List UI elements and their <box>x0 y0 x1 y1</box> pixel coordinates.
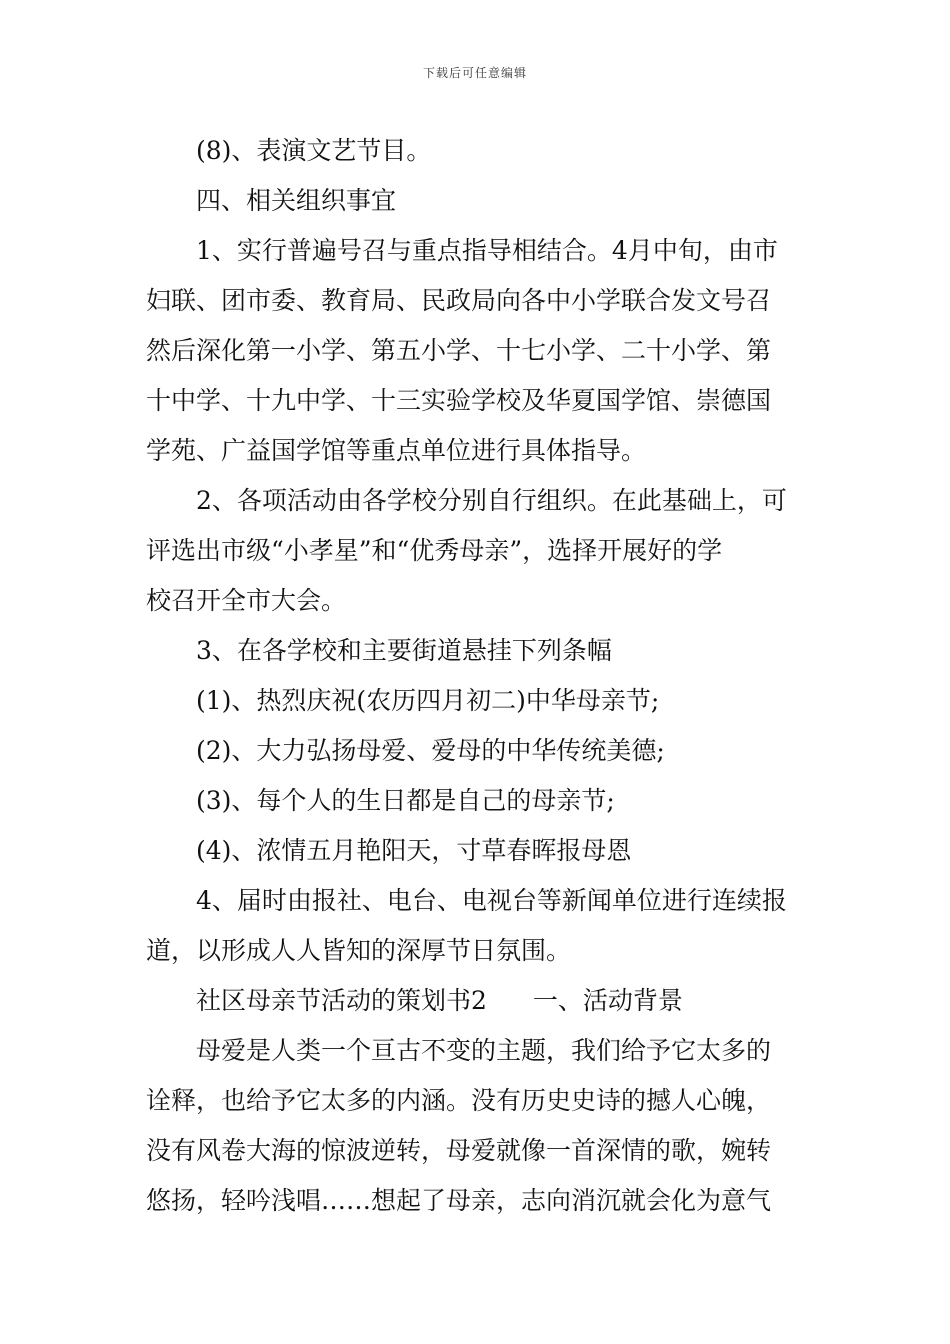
section-heading: 四、相关组织事宜 <box>196 186 397 215</box>
banner-item: (3)、每个人的生日都是自己的母亲节; <box>196 786 615 815</box>
banner-item: (1)、热烈庆祝(农历四月初二)中华母亲节; <box>196 686 660 715</box>
paragraph-line: 妇联、团市委、教育局、民政局向各中小学联合发文号召 <box>146 286 772 315</box>
paragraph-line: 没有风卷大海的惊波逆转，母爱就像一首深情的歌，婉转 <box>146 1136 772 1165</box>
paragraph-line: 学苑、广益国学馆等重点单位进行具体指导。 <box>146 436 647 465</box>
paragraph-line: 十中学、十九中学、十三实验学校及华夏国学馆、崇德国 <box>146 386 772 415</box>
paragraph-line: 1、实行普遍号召与重点指导相结合。4月中旬，由市 <box>196 236 778 265</box>
paragraph-line: 3、在各学校和主要街道悬挂下列条幅 <box>196 636 612 665</box>
section2-heading <box>146 976 811 1026</box>
paragraph-line: 悠扬，轻吟浅唱……想起了母亲，志向消沉就会化为意气 <box>146 1186 772 1215</box>
document-body <box>146 126 811 1226</box>
paragraph-line: 然后深化第一小学、第五小学、十七小学、二十小学、第 <box>146 336 772 365</box>
paragraph-line: 母爱是人类一个亘古不变的主题，我们给予它太多的 <box>196 1036 772 1065</box>
paragraph-line: 4、届时由报社、电台、电视台等新闻单位进行连续报 <box>196 886 787 915</box>
paragraph-line: (8)、表演文艺节目。 <box>196 136 432 165</box>
paragraph-line: 2、各项活动由各学校分别自行组织。在此基础上，可 <box>196 486 787 515</box>
banner-item: (4)、浓情五月艳阳天，寸草春晖报母恩 <box>196 836 632 865</box>
paragraph-line: 诠释，也给予它太多的内涵。没有历史史诗的撼人心魄， <box>146 1086 772 1115</box>
section2-title: 社区母亲节活动的策划书2 <box>196 986 487 1015</box>
page-header-note: 下载后可任意编辑 <box>422 66 527 80</box>
paragraph-line: 评选出市级“小孝星”和“优秀母亲”，选择开展好的学 <box>146 536 723 565</box>
banner-item: (2)、大力弘扬母爱、爱母的中华传统美德; <box>196 736 665 765</box>
paragraph-line: 校召开全市大会。 <box>146 586 347 615</box>
section2-subtitle: 一、活动背景 <box>532 986 683 1015</box>
paragraph-line: 道，以形成人人皆知的深厚节日氛围。 <box>146 936 572 965</box>
